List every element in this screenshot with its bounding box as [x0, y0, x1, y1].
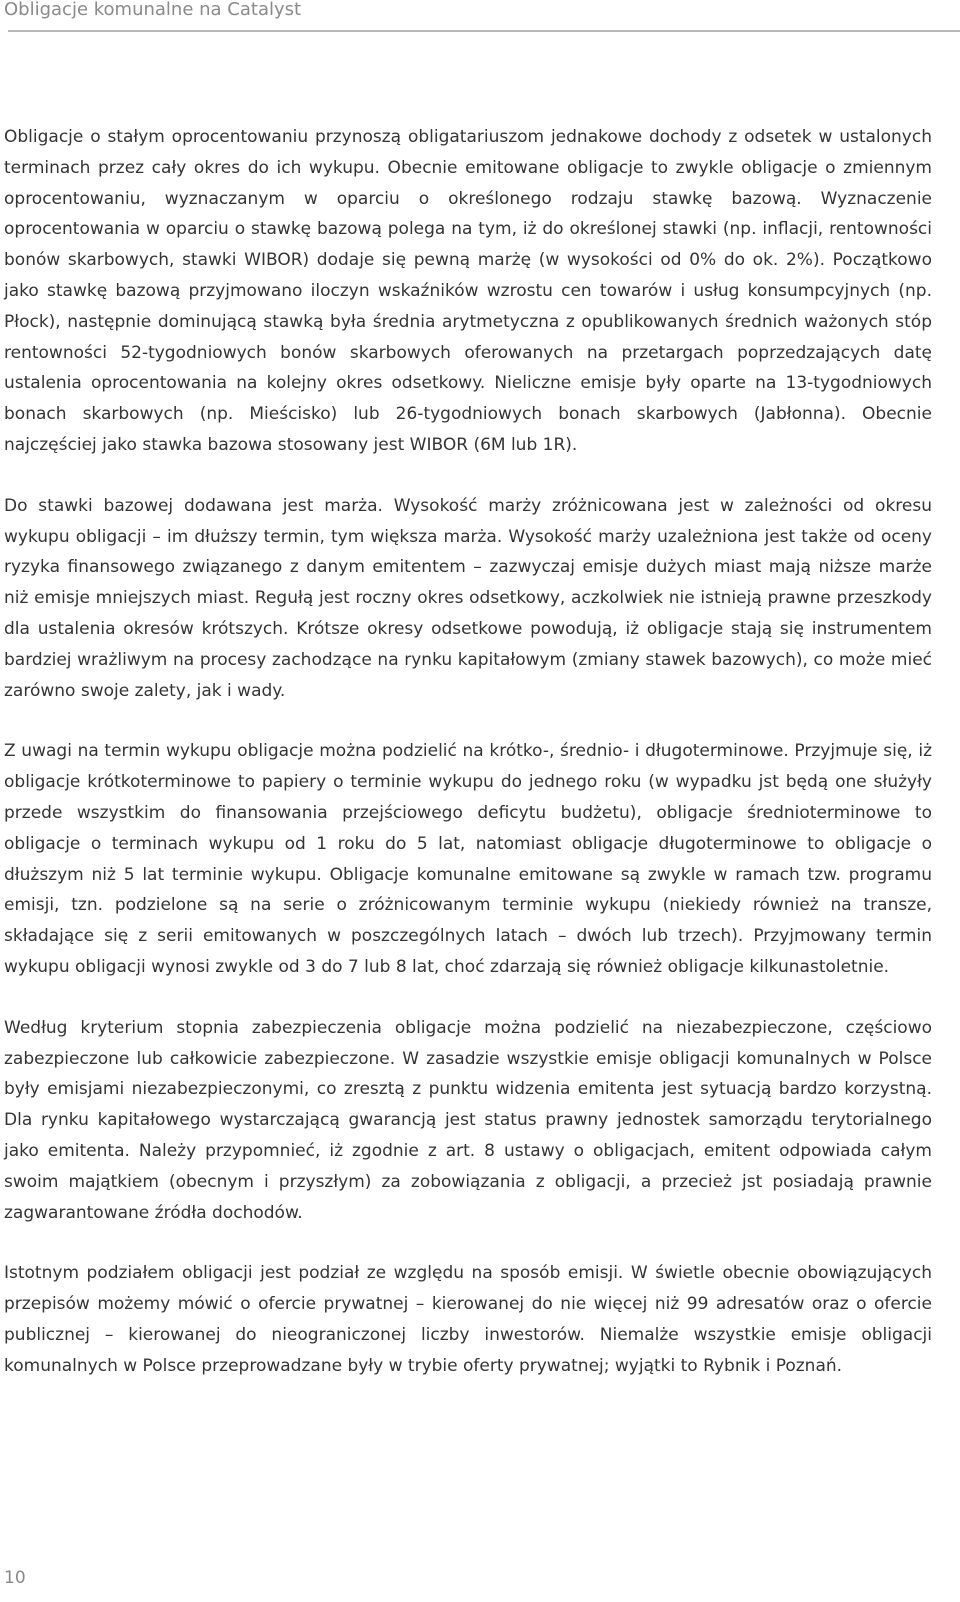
running-header-title: Obligacje komunalne na Catalyst	[4, 0, 302, 20]
paragraph-maturity: Z uwagi na termin wykupu obligacje można podzielić na krótko-, średnio- i długoterminowe. Przyjmuje się, iż obligacje krótkoterminowe to papiery o terminie wykupu do jednego roku (w wypadku jst będą one służyły przede wszystkim do finansowania przejściowego deficytu budżetu), obligacje średnioterminowe to obligacje o terminach wykupu od 1 roku do 5 lat, natomiast obligacje długoterminowe to obligacje o dłuższym niż 5 lat terminie wykupu. Obligacje komunalne emitowane są zwykle w ramach tzw. programu emisji, tzn. podzielone są na serie o zróżnicowanym terminie wykupu (niekiedy również na transze, składające się z serii emitowanych w poszczególnych latach – dwóch lub trzech). Przyjmowany termin wykupu obligacji wynosi zwykle od 3 do 7 lub 8 lat, choć zdarzają się również obligacje kilkunastoletnie.	[4, 741, 932, 977]
page-body	[4, 122, 932, 1381]
paragraph-margin: Do stawki bazowej dodawana jest marża. Wysokość marży zróżnicowana jest w zależności od okresu wykupu obligacji – im dłuższy termin, tym większa marża. Wysokość marży uzależniona jest także od oceny ryzyka finansowego związanego z danym emitentem – zazwyczaj emisje dużych miast mają niższe marże niż emisje mniejszych miast. Regułą jest roczny okres odsetkowy, aczkolwiek nie istnieją prawne przeszkody dla ustalenia okresów krótszych. Krótsze okresy odsetkowe powodują, iż obligacje stają się instrumentem bardziej wrażliwym na procesy zachodzące na rynku kapitałowym (zmiany stawek bazowych), co może mieć zarówno swoje zalety, jak i wady.	[4, 495, 932, 701]
paragraph-fixed-floating-rate: Obligacje o stałym oprocentowaniu przynoszą obligatariuszom jednakowe dochody z odsetek w ustalonych terminach przez cały okres do ich wykupu. Obecnie emitowane obligacje to zwykle obligacje o zmiennym oprocentowaniu, wyznaczanym w oparciu o określonego rodzaju stawkę bazową. Wyznaczenie oprocentowania w oparciu o stawkę bazową polega na tym, iż do określonej stawki (np. inflacji, rentowności bonów skarbowych, stawki WIBOR) dodaje się pewną marżę (w wysokości od 0% do ok. 2%). Początkowo jako stawkę bazową przyjmowano iloczyn wskaźników wzrostu cen towarów i usług konsumpcyjnych (np. Płock), następnie dominującą stawką była średnia arytmetyczna z opublikowanych średnich ważonych stóp rentowności 52-tygodniowych bonów skarbowych oferowanych na przetargach poprzedzających datę ustalenia oprocentowania na kolejny okres odsetkowy. Nieliczne emisje były oparte na 13-tygodniowych bonach skarbowych (np. Mieścisko) lub 26-tygodniowych bonach skarbowych (Jabłonna). Obecnie najczęściej jako stawka bazowa stosowany jest WIBOR (6M lub 1R).	[4, 127, 932, 455]
paragraph-security: Według kryterium stopnia zabezpieczenia obligacje można podzielić na niezabezpieczone, częściowo zabezpieczone lub całkowicie zabezpieczone. W zasadzie wszystkie emisje obligacji komunalnych w Polsce były emisjami niezabezpieczonymi, co zresztą z punktu widzenia emitenta jest sytuacją bardzo korzystną. Dla rynku kapitałowego wystarczającą gwarancją jest status prawny jednostek samorządu terytorialnego jako emitenta. Należy przypomnieć, iż zgodnie z art. 8 ustawy o obligacjach, emitent odpowiada całym swoim majątkiem (obecnym i przyszłym) za zobowiązania z obligacji, a przecież jst posiadają prawnie zagwarantowane źródła dochodów.	[4, 1017, 932, 1223]
page-number: 10	[4, 1568, 26, 1588]
page-header	[0, 0, 960, 34]
header-divider	[8, 30, 960, 32]
paragraph-issue-method: Istotnym podziałem obligacji jest podział ze względu na sposób emisji. W świetle obecnie obowiązujących przepisów możemy mówić o ofercie prywatnej – kierowanej do nie więcej niż 99 adresatów oraz o ofercie publicznej – kierowanej do nieograniczonej liczby inwestorów. Niemalże wszystkie emisje obligacji komunalnych w Polsce przeprowadzane były w trybie oferty prywatnej; wyjątki to Rybnik i Poznań.	[4, 1263, 932, 1376]
